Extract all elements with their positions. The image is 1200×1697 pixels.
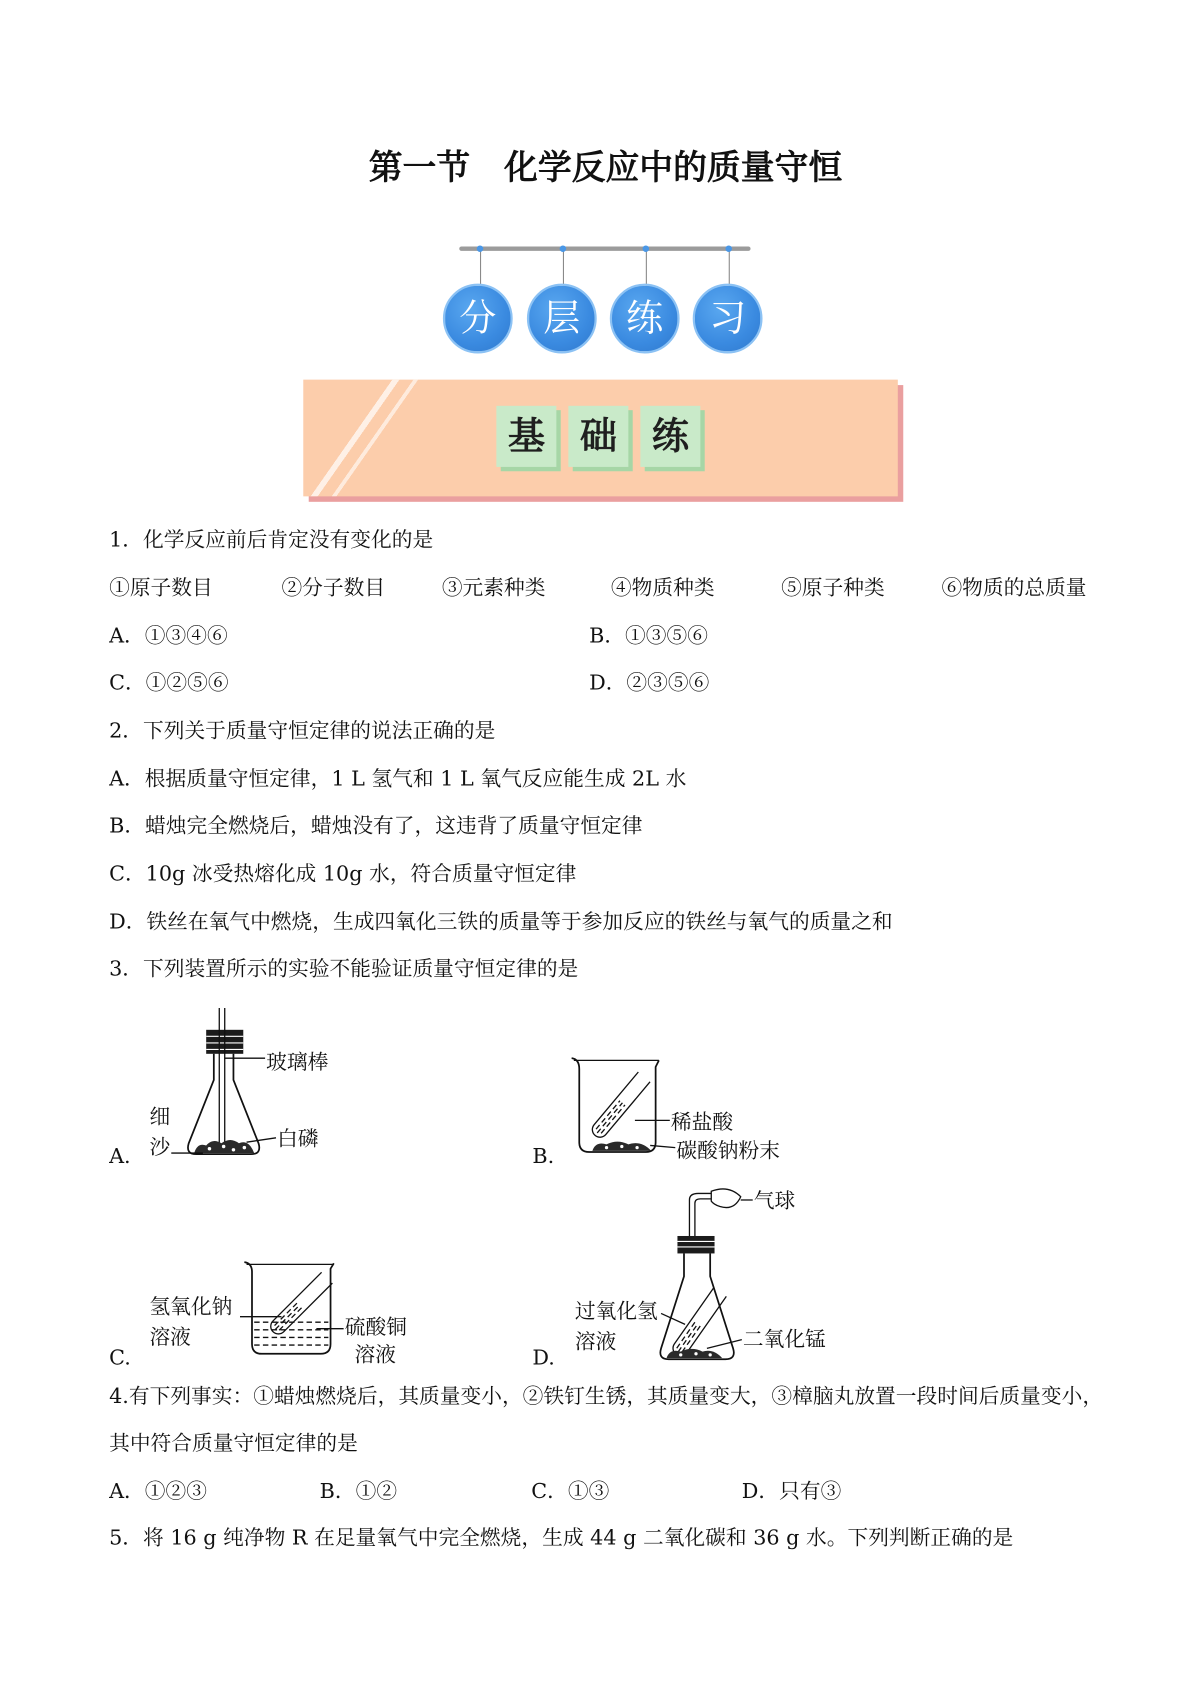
answer-option: C．①③ [531, 1479, 610, 1504]
answer-option: C．10g 冰受热熔化成 10g 水，符合质量守恒定律 [109, 861, 577, 886]
badge-circle: 练 [610, 284, 680, 354]
figure-d-apparatus [575, 1189, 826, 1360]
leader-line [247, 1138, 276, 1142]
annotation-manganese-dioxide: 二氧化锰 [742, 1327, 826, 1352]
annotation-dilute-hcl: 稀盐酸 [670, 1110, 734, 1135]
banner-tile: 础 [568, 406, 628, 467]
bar-pin [725, 245, 732, 252]
powder-pile [592, 1142, 651, 1151]
question-stem-continued: 其中符合质量守恒定律的是 [109, 1431, 358, 1456]
badge-string [646, 250, 647, 287]
bar-pin [477, 245, 484, 252]
question-item: ⑥物质的总质量 [941, 575, 1087, 600]
answer-option: A．根据质量守恒定律，1 L 氢气和 1 L 氧气反应能生成 2L 水 [109, 766, 687, 791]
banner-shine [303, 380, 456, 497]
answer-option: A．①②③ [109, 1479, 207, 1504]
annotation-white-phosphorus: 白磷 [277, 1126, 319, 1151]
answer-option: D．②③⑤⑥ [589, 670, 710, 695]
conical-flask [660, 1253, 734, 1359]
question-item: ①原子数目 [109, 575, 213, 600]
answer-option: C．①②⑤⑥ [109, 670, 229, 695]
test-tube [670, 1288, 726, 1359]
banner-tile: 基 [496, 406, 556, 467]
question-item: ⑤原子种类 [781, 575, 885, 600]
conical-flask [188, 1054, 259, 1154]
annotation-balloon: 气球 [753, 1188, 796, 1213]
bar-pin [643, 245, 650, 252]
beaker [572, 1058, 659, 1152]
question-stem: 4.有下列事实：①蜡烛燃烧后，其质量变小，②铁钉生锈，其质量变大，③樟脑丸放置一段时间后质量变小， [109, 1384, 1104, 1409]
bar-pin [560, 245, 567, 252]
annotation-copper-sulfate-solution: 溶液 [354, 1342, 396, 1367]
annotation-naoh-solution: 溶液 [149, 1324, 191, 1349]
answer-option: B．①② [319, 1479, 398, 1504]
annotation-glass-rod: 玻璃棒 [266, 1050, 329, 1075]
balloon-tube [689, 1193, 711, 1238]
question-stem: 3．下列装置所示的实验不能验证质量守恒定律的是 [109, 956, 579, 981]
badge-circle: 层 [527, 284, 597, 354]
banner-tile: 练 [640, 406, 700, 467]
test-tube [589, 1072, 650, 1140]
question-stem: 5．将 16 g 纯净物 R 在足量氧气中完全燃烧，生成 44 g 二氧化碳和 36 g 水。下列判断正确的是 [109, 1526, 1014, 1551]
figure-a-apparatus [149, 1008, 328, 1159]
leader-line [661, 1313, 685, 1324]
annotation-sand-2: 沙 [149, 1135, 171, 1160]
rubber-stopper [206, 1030, 243, 1054]
annotation-sand-1: 细 [149, 1104, 171, 1129]
figure-option-label: D. [532, 1346, 555, 1371]
answer-option: B．①③⑤⑥ [589, 623, 708, 648]
glass-rod [219, 1008, 224, 1145]
figure-option-label: A. [109, 1144, 131, 1169]
annotation-hydrogen-peroxide-solution: 溶液 [574, 1329, 617, 1354]
answer-option: D．只有③ [741, 1479, 842, 1504]
annotation-naoh: 氢氧化钠 [149, 1294, 233, 1319]
badge-circle: 分 [443, 284, 513, 354]
question-stem: 1．化学反应前后肯定没有变化的是 [109, 527, 434, 552]
badge-string [480, 250, 481, 287]
question-item: ②分子数目 [281, 575, 386, 600]
answer-option: D．铁丝在氧气中燃烧，生成四氧化三铁的质量等于参加反应的铁丝与氧气的质量之和 [109, 909, 893, 934]
powder-pile [667, 1349, 723, 1358]
annotation-sodium-carbonate: 碳酸钠粉末 [676, 1138, 780, 1163]
rubber-stopper [677, 1236, 714, 1253]
figure-b-apparatus [572, 1058, 781, 1162]
figure-c-apparatus [149, 1262, 406, 1366]
question-item: ③元素种类 [441, 575, 546, 600]
test-tube [268, 1272, 333, 1337]
leader-line [707, 1340, 742, 1349]
beaker [244, 1262, 333, 1354]
leader-line [650, 1145, 675, 1147]
figure-option-label: C. [109, 1346, 131, 1371]
beaker-liquid [254, 1322, 328, 1345]
answer-option: B．蜡烛完全燃烧后，蜡烛没有了，这违背了质量守恒定律 [109, 813, 643, 838]
annotation-copper-sulfate: 硫酸铜 [344, 1315, 407, 1340]
question-item: ④物质种类 [610, 575, 715, 600]
badge-circle: 习 [693, 284, 763, 354]
sand-pile [194, 1140, 254, 1153]
balloon [711, 1189, 740, 1208]
figure-option-label: B. [532, 1144, 555, 1169]
question-stem: 2．下列关于质量守恒定律的说法正确的是 [109, 718, 496, 743]
page-title: 第一节 化学反应中的质量守恒 [368, 148, 843, 188]
badge-hanger-bar [459, 247, 750, 251]
badge-string [729, 250, 730, 287]
badge-string [563, 250, 564, 287]
answer-option: A．①③④⑥ [109, 623, 228, 648]
annotation-hydrogen-peroxide: 过氧化氢 [574, 1298, 658, 1323]
